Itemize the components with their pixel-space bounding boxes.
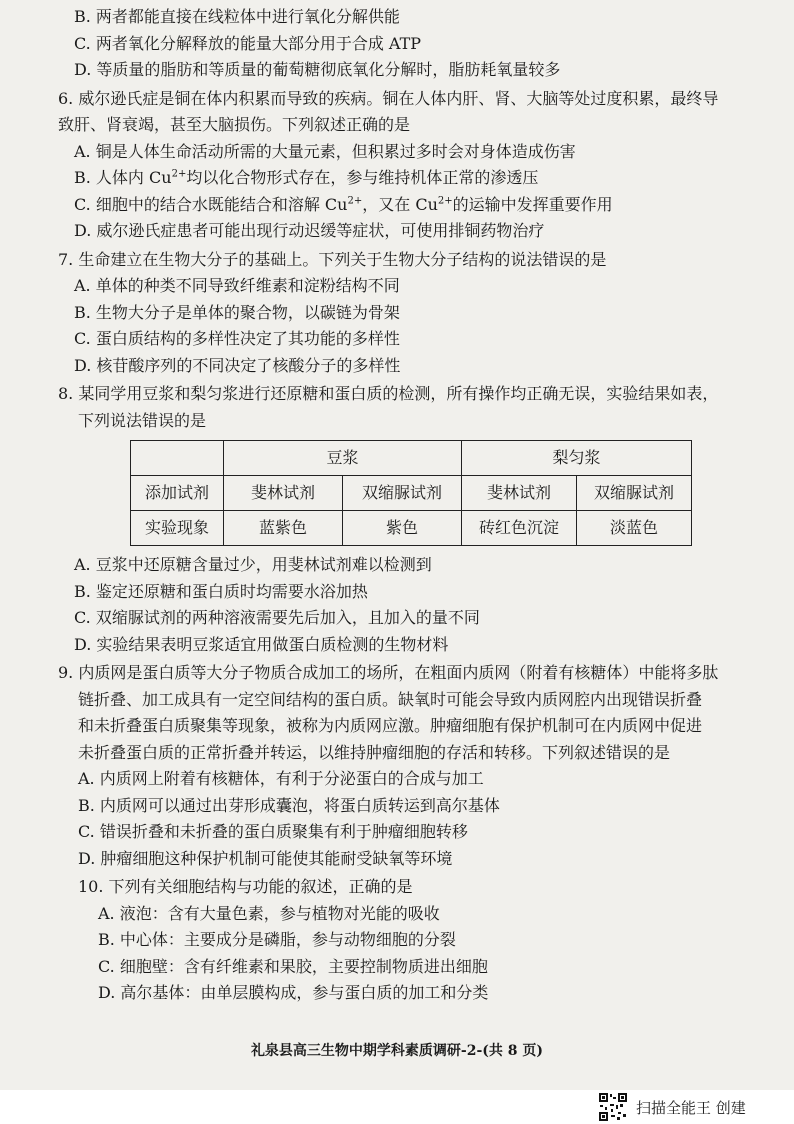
watermark-text: 扫描全能王 创建 xyxy=(636,1098,746,1117)
question-7 xyxy=(58,247,758,380)
q9-option-c: C. 错误折叠和未折叠的蛋白质聚集有利于肿瘤细胞转移 xyxy=(78,822,468,841)
q5-option-b: B. 两者都能直接在线粒体中进行氧化分解供能 xyxy=(74,7,400,26)
table-header-cell xyxy=(131,441,224,476)
table-cell: 双缩脲试剂 xyxy=(577,476,692,511)
q6-stem-line1: 6. 威尔逊氏症是铜在体内积累而导致的疾病。铜在人体内肝、肾、大脑等处过度积累，最终导 xyxy=(58,88,719,108)
experiment-results-table xyxy=(130,440,692,546)
q5-option-c: C. 两者氧化分解释放的能量大部分用于合成 ATP xyxy=(74,33,422,53)
q5-option-d: D. 等质量的脂肪和等质量的葡萄糖彻底氧化分解时，脂肪耗氧量较多 xyxy=(74,60,561,79)
question-9 xyxy=(58,660,758,872)
page-footer: 礼泉县高三生物中期学科素质调研-2-(共 8 页) xyxy=(250,1043,544,1059)
q10-option-a: A. 液泡：含有大量色素，参与植物对光能的吸收 xyxy=(98,903,440,923)
page-content xyxy=(58,4,758,1007)
question-6 xyxy=(58,86,758,245)
q7-option-b: B. 生物大分子是单体的聚合物，以碳链为骨架 xyxy=(74,302,400,322)
q10-option-c: C. 细胞壁：含有纤维素和果胶，主要控制物质进出细胞 xyxy=(98,956,488,976)
table-cell: 添加试剂 xyxy=(131,476,224,511)
table-cell: 紫色 xyxy=(343,511,462,546)
q6-stem-line2: 致肝、肾衰竭，甚至大脑损伤。下列叙述正确的是 xyxy=(58,115,411,134)
q9-stem-line2: 链折叠、加工成具有一定空间结构的蛋白质。缺氧时可能会导致内质网腔内出现错误折叠 xyxy=(78,689,703,709)
table-header-cell: 豆浆 xyxy=(224,441,462,476)
question-5-tail xyxy=(58,4,758,84)
q6-option-b: B. 人体内 $Cu^{2+}$均以化合物形式存在，参与维持机体正常的渗透压 xyxy=(74,168,539,187)
q6-option-a: A. 铜是人体生命活动所需的大量元素，但积累过多时会对身体造成伤害 xyxy=(74,141,576,161)
table-cell: 实验现象 xyxy=(131,511,224,546)
q8-option-a: A. 豆浆中还原糖含量过少，用斐林试剂难以检测到 xyxy=(74,555,432,574)
q10-option-d: D. 高尔基体：由单层膜构成，参与蛋白质的加工和分类 xyxy=(98,983,489,1002)
q10-option-b: B. 中心体：主要成分是磷脂，参与动物细胞的分裂 xyxy=(98,930,456,949)
q7-stem: 7. 生命建立在生物大分子的基础上。下列关于生物大分子结构的说法错误的是 xyxy=(58,249,607,269)
scanner-watermark xyxy=(598,1092,746,1122)
q9-stem-line3: 和未折叠蛋白质聚集等现象，被称为内质网应激。肿瘤细胞有保护机制可在内质网中促进 xyxy=(78,716,703,735)
table-cell: 淡蓝色 xyxy=(577,511,692,546)
question-10 xyxy=(58,874,758,1007)
table-row xyxy=(131,476,692,511)
table-header-row xyxy=(131,441,692,476)
table-cell: 双缩脲试剂 xyxy=(343,476,462,511)
q8-stem-line2: 下列说法错误的是 xyxy=(78,410,207,430)
qr-code-icon xyxy=(598,1092,628,1122)
q9-stem-line4: 未折叠蛋白质的正常折叠并转运，以维持肿瘤细胞的存活和转移。下列叙述错误的是 xyxy=(78,742,671,762)
q7-option-a: A. 单体的种类不同导致纤维素和淀粉结构不同 xyxy=(74,276,400,295)
q8-option-c: C. 双缩脲试剂的两种溶液需要先后加入，且加入的量不同 xyxy=(74,608,480,627)
table-cell: 斐林试剂 xyxy=(224,476,343,511)
table-row xyxy=(131,511,692,546)
question-8 xyxy=(58,381,758,658)
q9-stem-line1: 9. 内质网是蛋白质等大分子物质合成加工的场所，在粗面内质网（附着有核糖体）中能将多肽 xyxy=(58,663,719,682)
q7-option-c: C. 蛋白质结构的多样性决定了其功能的多样性 xyxy=(74,329,400,348)
q6-option-d: D. 威尔逊氏症患者可能出现行动迟缓等症状，可使用排铜药物治疗 xyxy=(74,221,545,240)
table-cell: 斐林试剂 xyxy=(462,476,577,511)
q8-stem-line1: 8. 某同学用豆浆和梨匀浆进行还原糖和蛋白质的检测，所有操作均正确无误，实验结果如表， xyxy=(58,384,719,403)
q8-option-d: D. 实验结果表明豆浆适宜用做蛋白质检测的生物材料 xyxy=(74,634,449,654)
q6-option-c: C. 细胞中的结合水既能结合和溶解 $Cu^{2+}$，又在 $Cu^{2+}$的运输中发挥重要作用 xyxy=(74,194,613,214)
table-cell: 砖红色沉淀 xyxy=(462,511,577,546)
table-header-cell: 梨匀浆 xyxy=(462,441,692,476)
q9-option-b: B. 内质网可以通过出芽形成囊泡，将蛋白质转运到高尔基体 xyxy=(78,795,500,815)
q9-option-a: A. 内质网上附着有核糖体，有利于分泌蛋白的合成与加工 xyxy=(78,769,484,788)
table-cell: 蓝紫色 xyxy=(224,511,343,546)
q9-option-d: D. 肿瘤细胞这种保护机制可能使其能耐受缺氧等环境 xyxy=(78,848,453,868)
q7-option-d: D. 核苷酸序列的不同决定了核酸分子的多样性 xyxy=(74,355,401,375)
q8-option-b: B. 鉴定还原糖和蛋白质时均需要水浴加热 xyxy=(74,581,368,601)
q10-stem: 10. 下列有关细胞结构与功能的叙述，正确的是 xyxy=(78,877,413,896)
